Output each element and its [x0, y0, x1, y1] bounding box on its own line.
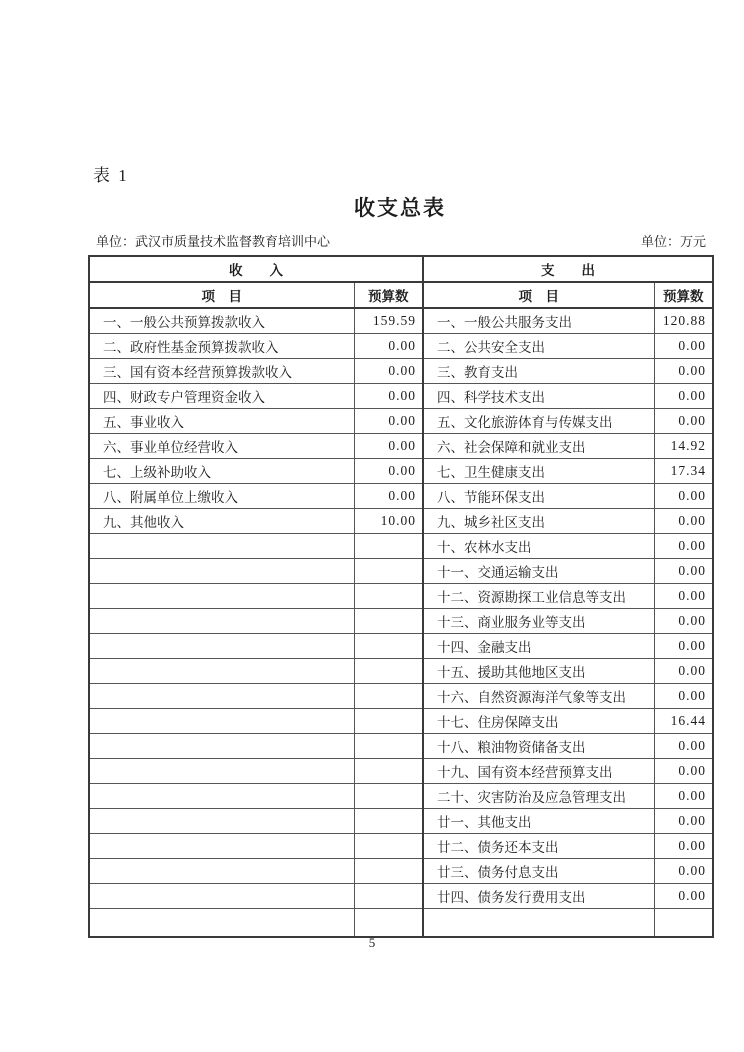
income-item-cell — [89, 733, 354, 758]
expense-budget-cell: 0.00 — [654, 508, 713, 533]
income-budget-col-header: 预算数 — [354, 282, 423, 308]
income-budget-cell — [354, 908, 423, 937]
expense-budget-cell: 0.00 — [654, 383, 713, 408]
expense-section-header: 支 出 — [423, 256, 713, 282]
income-item-cell — [89, 908, 354, 937]
income-budget-cell — [354, 883, 423, 908]
table-row — [89, 383, 713, 408]
income-item-cell — [89, 583, 354, 608]
expense-item-cell: 二十、灾害防治及应急管理支出 — [423, 783, 654, 808]
income-item-cell — [89, 708, 354, 733]
income-item-cell — [89, 858, 354, 883]
income-item-cell — [89, 883, 354, 908]
expense-item-cell: 十六、自然资源海洋气象等支出 — [423, 683, 654, 708]
expense-item-cell: 八、节能环保支出 — [423, 483, 654, 508]
table-row — [89, 508, 713, 533]
expense-budget-cell: 14.92 — [654, 433, 713, 458]
income-item-cell — [89, 833, 354, 858]
expense-budget-cell: 0.00 — [654, 758, 713, 783]
table-row — [89, 683, 713, 708]
expense-item-cell: 廿三、债务付息支出 — [423, 858, 654, 883]
income-budget-cell — [354, 833, 423, 858]
income-section-header: 收 入 — [89, 256, 423, 282]
income-budget-cell: 0.00 — [354, 408, 423, 433]
income-budget-cell: 0.00 — [354, 358, 423, 383]
table-row — [89, 883, 713, 908]
income-item-cell — [89, 608, 354, 633]
budget-summary-table — [88, 255, 714, 938]
table-row — [89, 533, 713, 558]
table-row — [89, 333, 713, 358]
expense-budget-cell: 0.00 — [654, 608, 713, 633]
table-row — [89, 408, 713, 433]
income-item-cell — [89, 783, 354, 808]
income-item-cell: 八、附属单位上缴收入 — [89, 483, 354, 508]
expense-item-cell: 十四、金融支出 — [423, 633, 654, 658]
expense-item-cell: 六、社会保障和就业支出 — [423, 433, 654, 458]
expense-budget-cell: 0.00 — [654, 633, 713, 658]
table-row — [89, 608, 713, 633]
table-row — [89, 708, 713, 733]
expense-budget-cell: 0.00 — [654, 583, 713, 608]
expense-item-cell: 十八、粮油物资储备支出 — [423, 733, 654, 758]
expense-budget-cell: 0.00 — [654, 808, 713, 833]
expense-item-cell: 十二、资源勘探工业信息等支出 — [423, 583, 654, 608]
income-budget-cell — [354, 583, 423, 608]
expense-item-cell — [423, 908, 654, 937]
table-row — [89, 733, 713, 758]
expense-item-cell: 十一、交通运输支出 — [423, 558, 654, 583]
expense-budget-cell: 0.00 — [654, 533, 713, 558]
expense-item-cell: 七、卫生健康支出 — [423, 458, 654, 483]
table-row — [89, 458, 713, 483]
income-budget-cell — [354, 783, 423, 808]
expense-item-col-header: 项 目 — [423, 282, 654, 308]
expense-budget-cell — [654, 908, 713, 937]
expense-item-cell: 十三、商业服务业等支出 — [423, 608, 654, 633]
income-item-cell — [89, 558, 354, 583]
income-item-cell: 九、其他收入 — [89, 508, 354, 533]
income-budget-cell: 0.00 — [354, 483, 423, 508]
income-budget-cell — [354, 533, 423, 558]
expense-budget-cell: 16.44 — [654, 708, 713, 733]
page-title: 收支总表 — [354, 196, 446, 220]
table-row — [89, 908, 713, 937]
expense-budget-cell: 0.00 — [654, 483, 713, 508]
income-budget-cell — [354, 708, 423, 733]
expense-budget-cell: 0.00 — [654, 558, 713, 583]
income-item-cell — [89, 533, 354, 558]
expense-item-cell: 二、公共安全支出 — [423, 333, 654, 358]
income-budget-cell: 159.59 — [354, 308, 423, 333]
income-budget-cell — [354, 758, 423, 783]
income-item-cell: 六、事业单位经营收入 — [89, 433, 354, 458]
table-row — [89, 358, 713, 383]
income-item-cell — [89, 758, 354, 783]
table-row — [89, 833, 713, 858]
table-row — [89, 658, 713, 683]
income-budget-cell — [354, 608, 423, 633]
expense-budget-cell: 0.00 — [654, 858, 713, 883]
expense-budget-cell: 0.00 — [654, 733, 713, 758]
expense-item-cell: 十、农林水支出 — [423, 533, 654, 558]
page-number: 5 — [368, 935, 376, 950]
expense-item-cell: 十九、国有资本经营预算支出 — [423, 758, 654, 783]
table-row — [89, 758, 713, 783]
expense-item-cell: 五、文化旅游体育与传媒支出 — [423, 408, 654, 433]
unit-name-label: 单位：武汉市质量技术监督教育培训中心 — [96, 234, 331, 249]
unit-currency-label: 单位：万元 — [640, 234, 706, 249]
expense-budget-cell: 0.00 — [654, 833, 713, 858]
income-budget-cell: 0.00 — [354, 458, 423, 483]
income-budget-cell — [354, 733, 423, 758]
section-header-row — [89, 256, 713, 282]
expense-item-cell: 十七、住房保障支出 — [423, 708, 654, 733]
income-item-cell: 一、一般公共预算拨款收入 — [89, 308, 354, 333]
income-item-col-header: 项 目 — [89, 282, 354, 308]
income-budget-cell — [354, 633, 423, 658]
table-row — [89, 483, 713, 508]
expense-budget-cell: 0.00 — [654, 783, 713, 808]
expense-budget-cell: 0.00 — [654, 333, 713, 358]
income-budget-cell: 10.00 — [354, 508, 423, 533]
income-budget-cell — [354, 808, 423, 833]
income-budget-cell — [354, 658, 423, 683]
income-item-cell: 三、国有资本经营预算拨款收入 — [89, 358, 354, 383]
income-budget-cell — [354, 683, 423, 708]
table-row — [89, 633, 713, 658]
expense-item-cell: 廿四、债务发行费用支出 — [423, 883, 654, 908]
expense-budget-cell: 0.00 — [654, 408, 713, 433]
table-row — [89, 808, 713, 833]
column-header-row — [89, 282, 713, 308]
expense-item-cell: 四、科学技术支出 — [423, 383, 654, 408]
expense-budget-col-header: 预算数 — [654, 282, 713, 308]
expense-budget-cell: 0.00 — [654, 883, 713, 908]
table-row — [89, 433, 713, 458]
income-item-cell: 二、政府性基金预算拨款收入 — [89, 333, 354, 358]
income-item-cell — [89, 808, 354, 833]
income-item-cell: 五、事业收入 — [89, 408, 354, 433]
expense-item-cell: 十五、援助其他地区支出 — [423, 658, 654, 683]
income-item-cell: 七、上级补助收入 — [89, 458, 354, 483]
expense-budget-cell: 17.34 — [654, 458, 713, 483]
unit-row — [96, 231, 706, 250]
expense-item-cell: 九、城乡社区支出 — [423, 508, 654, 533]
income-budget-cell — [354, 858, 423, 883]
income-budget-cell: 0.00 — [354, 333, 423, 358]
income-budget-cell: 0.00 — [354, 433, 423, 458]
income-budget-cell: 0.00 — [354, 383, 423, 408]
expense-budget-cell: 0.00 — [654, 658, 713, 683]
table-row — [89, 858, 713, 883]
expense-item-cell: 廿一、其他支出 — [423, 808, 654, 833]
table-row — [89, 783, 713, 808]
income-item-cell — [89, 633, 354, 658]
income-budget-cell — [354, 558, 423, 583]
expense-item-cell: 一、一般公共服务支出 — [423, 308, 654, 333]
expense-budget-cell: 0.00 — [654, 358, 713, 383]
expense-budget-cell: 120.88 — [654, 308, 713, 333]
expense-item-cell: 三、教育支出 — [423, 358, 654, 383]
table-row — [89, 583, 713, 608]
table-row — [89, 558, 713, 583]
expense-budget-cell: 0.00 — [654, 683, 713, 708]
expense-item-cell: 廿二、债务还本支出 — [423, 833, 654, 858]
income-item-cell — [89, 683, 354, 708]
income-item-cell — [89, 658, 354, 683]
table-row — [89, 308, 713, 333]
income-item-cell: 四、财政专户管理资金收入 — [89, 383, 354, 408]
table-label: 表 1 — [93, 166, 129, 185]
